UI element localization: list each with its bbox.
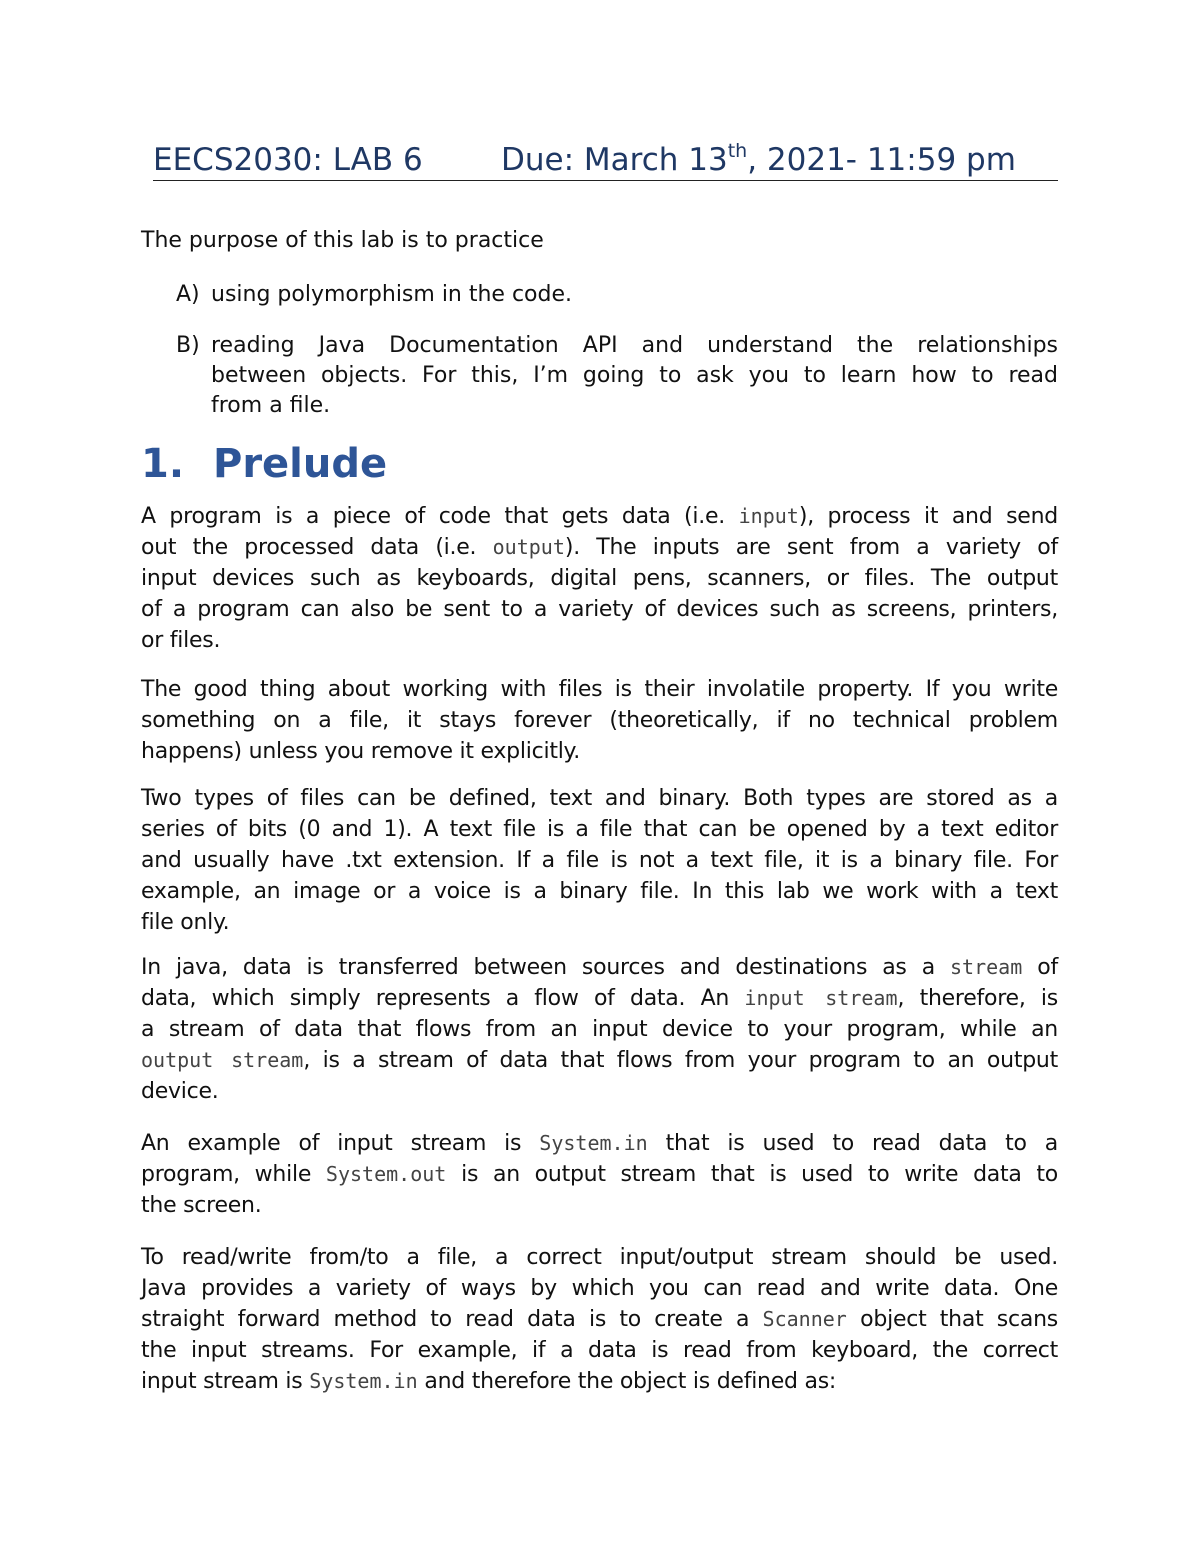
list-item-text: reading Java Documentation API and understand the relationships	[211, 333, 1058, 358]
section-heading	[141, 441, 387, 487]
list-item-text: between objects. For this, I’m going to ask you to learn how to read	[211, 363, 1058, 388]
course-title: EECS2030: LAB 6	[153, 142, 423, 178]
paragraph-1: A program is a piece of code that gets data (i.e. input), process it and send out the processed data (i.e. output). The inputs are sent from a variety of input devices such as keyboards, digital pens, scanners, or files. The output of a program can also be sent to a variety of devices such as screens, printers, or files.	[141, 504, 1058, 653]
paragraph-6: To read/write from/to a file, a correct input/output stream should be used. Java provides a variety of ways by which you can read and write data. One straight forward method to read data is to create a Scanner object that scans the input streams. For example, if a data is read from keyboard, the correct input stream is System.in and therefore the object is defined as:	[141, 1245, 1058, 1394]
list-marker: B)	[176, 333, 200, 358]
code-system-in: System.in	[309, 1369, 418, 1393]
section-title: Prelude	[213, 441, 388, 487]
code-input-stream: input stream	[744, 986, 898, 1010]
list-item-text: from a file.	[211, 393, 331, 418]
intro-text: The purpose of this lab is to practice	[141, 228, 544, 253]
list-item-text: using polymorphism in the code.	[211, 282, 573, 307]
code-system-out: System.out	[325, 1162, 447, 1186]
due-date: Due: March 13th, 2021- 11:59 pm	[501, 140, 1016, 178]
paragraph-2: The good thing about working with files is their involatile property. If you write something on a file, it stays forever (theoretically, if no technical problem happens) unless you remove it explicitly.	[141, 677, 1058, 764]
code-input: input	[738, 504, 799, 528]
paragraph-4: In java, data is transferred between sources and destinations as a stream of data, which simply represents a flow of data. An input stream, therefore, is a stream of data that flows from an input device to your program, while an output stream, is a stream of data that flows from your program to an output device.	[141, 955, 1058, 1104]
list-marker: A)	[176, 282, 200, 307]
paragraph-3: Two types of files can be defined, text and binary. Both types are stored as a series of bits (0 and 1). A text file is a file that can be opened by a text editor and usually have .txt extension. If a file is not a text file, it is a binary file. For example, an image or a voice is a binary file. In this lab we work with a text file only.	[141, 786, 1058, 935]
code-system-in: System.in	[539, 1131, 648, 1155]
code-scanner: Scanner	[762, 1307, 847, 1331]
code-stream: stream	[949, 955, 1023, 979]
code-output-stream: output stream	[141, 1048, 304, 1072]
paragraph-5: An example of input stream is System.in that is used to read data to a program, while System.out is an output stream that is used to write data to the screen.	[141, 1131, 1058, 1218]
section-number: 1.	[141, 441, 185, 487]
lab-header	[153, 140, 1058, 181]
code-output: output	[492, 535, 565, 559]
document-page	[141, 0, 1058, 1553]
